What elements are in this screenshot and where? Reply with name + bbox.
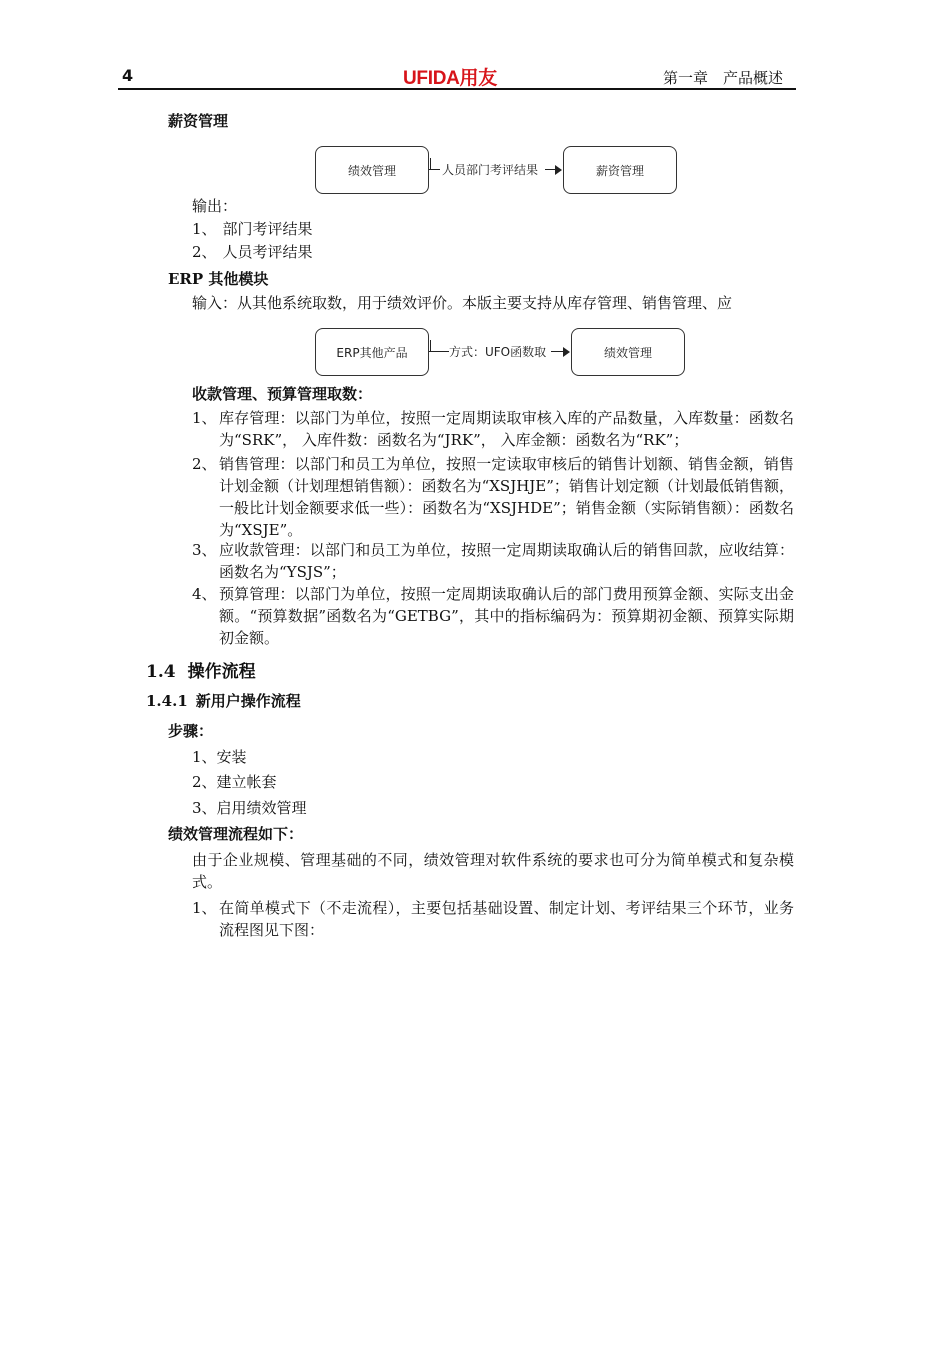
intro-paragraph: 由于企业规模、管理基础的不同，绩效管理对软件系统的要求也可分为简单模式和复杂模式。 (192, 851, 794, 891)
list-item (192, 583, 794, 649)
connector-line (430, 351, 449, 352)
arrow-label: 方式：UFO函数取 (449, 345, 547, 359)
list-item (192, 539, 794, 583)
list-item-text: 销售管理：以部门和员工为单位，按照一定读取审核后的销售计划额、销售金额，销售计划金额（计划理想销售额）：函数名为“XSJHJE”；销售计划定额（计划最低销售额，一般比计划金额要求低一些）：函数名为“XSJHDE”；销售金额（实际销售额）：函数名为“XSJE”。 (219, 455, 794, 539)
salary-flow-diagram (315, 146, 677, 194)
erp-heading: ERP 其他模块 (168, 270, 269, 288)
erp-subheading: 收款管理、预算管理取数： (192, 385, 373, 403)
subsection-number: 1.4.1 (146, 692, 188, 710)
arrow-head-icon (563, 347, 570, 357)
list-item (192, 453, 794, 541)
header-rule (118, 88, 796, 90)
ufida-logo: UFIDA用友 (403, 68, 497, 89)
connector-line (430, 169, 440, 170)
flow-heading: 绩效管理流程如下： (168, 825, 304, 843)
erp-input-text: 输入：从其他系统取数，用于绩效评价。本版主要支持从库存管理、销售管理、应 (192, 294, 733, 312)
subsection-heading (146, 690, 301, 711)
list-item-number: 1、 (192, 409, 217, 427)
arrow-label: 人员部门考评结果 (442, 163, 539, 177)
list-item-number: 1、 (192, 899, 217, 917)
arrow-head-icon (555, 165, 562, 175)
step-item: 2、建立帐套 (192, 773, 277, 791)
list-item-number: 4、 (192, 585, 217, 603)
list-item-text: 预算管理：以部门为单位，按照一定周期读取确认后的部门费用预算金额、实际支出金额。“预算数据”函数名为“GETBG”，其中的指标编码为：预算期初金额、预算实际期初金额。 (219, 585, 794, 647)
list-item (192, 407, 794, 451)
page-number: 4 (122, 66, 134, 85)
subsection-title: 新用户操作流程 (195, 692, 301, 710)
output-item-number: 1、 (192, 220, 217, 238)
section-number: 1.4 (146, 662, 176, 682)
output-item (192, 218, 313, 240)
diagram-box-erp: ERP其他产品 (315, 328, 429, 376)
section-title: 操作流程 (187, 662, 256, 682)
salary-heading: 薪资管理 (168, 112, 229, 130)
diagram-box-performance: 绩效管理 (571, 328, 685, 376)
step-item: 3、启用绩效管理 (192, 799, 307, 817)
diagram-box-performance: 绩效管理 (315, 146, 429, 194)
steps-heading: 步骤： (168, 722, 214, 740)
step-item: 1、安装 (192, 748, 247, 766)
diagram-box-salary: 薪资管理 (563, 146, 677, 194)
output-label: 输出： (192, 197, 238, 215)
list-item-number: 3、 (192, 541, 217, 559)
list-item (192, 897, 794, 941)
output-item-number: 2、 (192, 243, 217, 261)
chapter-title: 第一章 产品概述 (663, 69, 784, 87)
list-item-number: 2、 (192, 455, 217, 473)
output-item (192, 241, 313, 263)
list-item-text: 在简单模式下（不走流程），主要包括基础设置、制定计划、考评结果三个环节，业务流程图见下图： (219, 899, 794, 939)
list-item-text: 库存管理：以部门为单位，按照一定周期读取审核入库的产品数量，入库数量：函数名为“SRK”， 入库件数：函数名为“JRK”， 入库金额：函数名为“RK”； (219, 409, 794, 449)
section-heading (146, 657, 256, 682)
list-item-text: 应收款管理：以部门和员工为单位，按照一定周期读取确认后的销售回款，应收结算：函数名为“YSJS”； (219, 541, 794, 581)
erp-flow-diagram (315, 328, 685, 376)
output-item-text: 人员考评结果 (222, 243, 313, 261)
output-item-text: 部门考评结果 (222, 220, 313, 238)
